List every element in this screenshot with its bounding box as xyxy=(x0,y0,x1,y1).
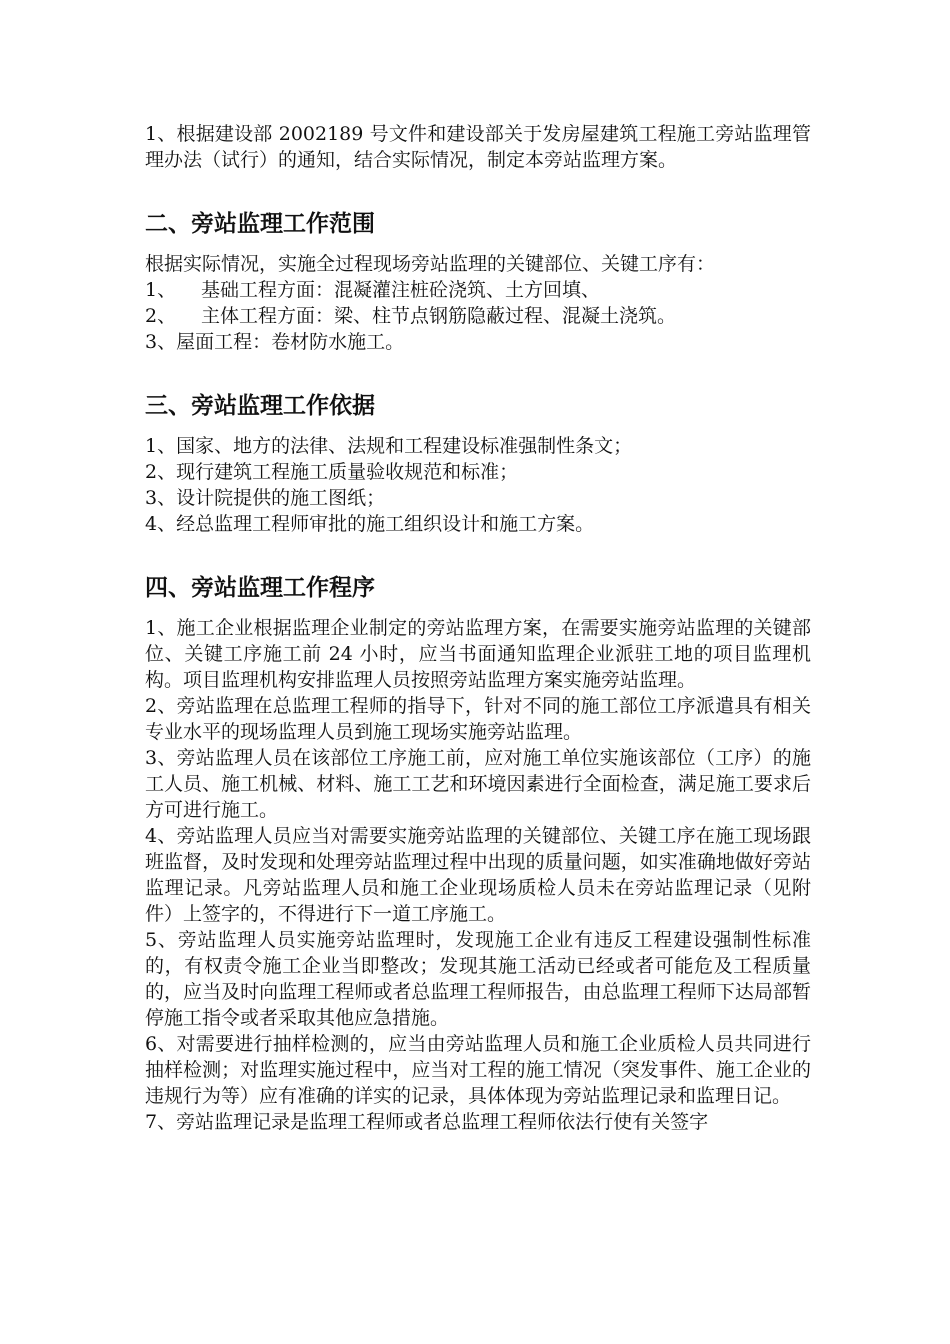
scope-section xyxy=(145,209,811,355)
list-item: 2、 主体工程方面：梁、柱节点钢筋隐蔽过程、混凝土浇筑。 xyxy=(145,305,677,327)
list-item: 3、设计院提供的施工图纸； xyxy=(145,487,386,509)
list-item: 1、施工企业根据监理企业制定的旁站监理方案，在需要实施旁站监理的关键部位、关键工序施工前 24 小时，应当书面通知监理企业派驻工地的项目监理机构。项目监理机构安排监理人员按照旁站监理方案实施旁站监理。 xyxy=(145,617,811,691)
document-page xyxy=(145,121,811,1135)
list-item: 3、屋面工程：卷材防水施工。 xyxy=(145,331,405,353)
list-item: 4、旁站监理人员应当对需要实施旁站监理的关键部位、关键工序在施工现场跟班监督，及时发现和处理旁站监理过程中出现的质量问题，如实准确地做好旁站监理记录。凡旁站监理人员和施工企业现场质检人员未在旁站监理记录（见附件）上签字的，不得进行下一道工序施工。 xyxy=(145,825,811,925)
scope-lead: 根据实际情况，实施全过程现场旁站监理的关键部位、关键工序有： xyxy=(145,253,716,275)
list-item: 1、国家、地方的法律、法规和工程建设标准强制性条文； xyxy=(145,435,633,457)
section-heading-procedure: 四、旁站监理工作程序 xyxy=(145,575,375,601)
intro-paragraph: 1、根据建设部 2002189 号文件和建设部关于发房屋建筑工程施工旁站监理管理办法（试行）的通知，结合实际情况，制定本旁站监理方案。 xyxy=(145,123,811,171)
section-heading-scope: 二、旁站监理工作范围 xyxy=(145,211,375,237)
basis-section xyxy=(145,391,811,537)
list-item: 4、经总监理工程师审批的施工组织设计和施工方案。 xyxy=(145,513,595,535)
section-heading-basis: 三、旁站监理工作依据 xyxy=(145,393,375,419)
list-item: 7、旁站监理记录是监理工程师或者总监理工程师依法行使有关签字 xyxy=(145,1111,709,1133)
list-item: 6、对需要进行抽样检测的，应当由旁站监理人员和施工企业质检人员共同进行抽样检测；对监理实施过程中，应当对工程的施工情况（突发事件、施工企业的违规行为等）应有准确的详实的记录，具体体现为旁站监理记录和监理日记。 xyxy=(145,1033,811,1107)
list-item: 2、现行建筑工程施工质量验收规范和标准； xyxy=(145,461,519,483)
list-item: 1、 基础工程方面：混凝灌注桩砼浇筑、土方回填、 xyxy=(145,279,601,301)
procedure-section xyxy=(145,573,811,1135)
intro-section xyxy=(145,121,811,173)
list-item: 2、旁站监理在总监理工程师的指导下，针对不同的施工部位工序派遣具有相关专业水平的现场监理人员到施工现场实施旁站监理。 xyxy=(145,695,811,743)
list-item: 5、旁站监理人员实施旁站监理时，发现施工企业有违反工程建设强制性标准的，有权责令施工企业当即整改；发现其施工活动已经或者可能危及工程质量的，应当及时向监理工程师或者总监理工程师报告，由总监理工程师下达局部暂停施工指令或者采取其他应急措施。 xyxy=(145,929,811,1029)
list-item: 3、旁站监理人员在该部位工序施工前，应对施工单位实施该部位（工序）的施工人员、施工机械、材料、施工工艺和环境因素进行全面检查，满足施工要求后方可进行施工。 xyxy=(145,747,811,821)
